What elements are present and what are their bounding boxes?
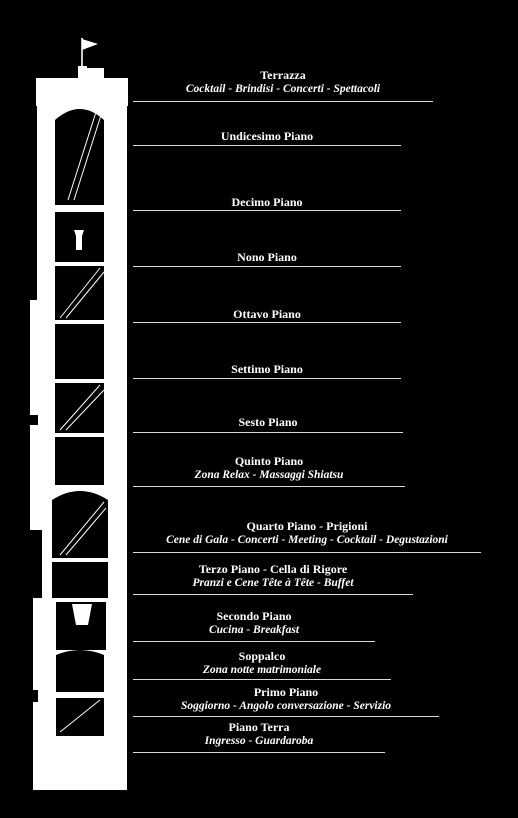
floor-name: Primo Piano xyxy=(253,685,319,699)
floor-divider xyxy=(133,145,401,146)
floor-label-8[interactable] xyxy=(133,519,481,547)
floor-divider xyxy=(133,101,433,102)
floor-divider xyxy=(133,378,401,379)
floor-activities: Zona notte matrimoniale xyxy=(202,664,322,676)
tower-section-drawing xyxy=(0,0,140,818)
floor-label-6[interactable] xyxy=(133,415,403,429)
floor-label-1[interactable] xyxy=(133,129,401,143)
floor-name: Undicesimo Piano xyxy=(220,129,314,143)
floor-divider xyxy=(133,716,439,717)
floor-activities: Ingresso - Guardaroba xyxy=(204,735,314,747)
floor-divider xyxy=(133,210,401,211)
floor-divider xyxy=(133,552,481,553)
floor-label-11[interactable] xyxy=(133,649,391,677)
floor-divider xyxy=(133,752,385,753)
floor-divider xyxy=(133,266,401,267)
floor-name: Settimo Piano xyxy=(231,362,303,376)
floor-divider xyxy=(133,432,403,433)
floor-name: Soppalco xyxy=(238,649,286,663)
floor-label-10[interactable] xyxy=(133,609,375,637)
flag-icon xyxy=(82,38,98,70)
floor-name: Terrazza xyxy=(260,68,306,82)
floor-label-9[interactable] xyxy=(133,562,413,590)
floor-divider xyxy=(133,594,413,595)
floor-name: Secondo Piano xyxy=(216,609,292,623)
floor-name: Ottavo Piano xyxy=(233,307,301,321)
floor-name: Nono Piano xyxy=(237,250,297,264)
floor-label-2[interactable] xyxy=(133,195,401,209)
floor-label-3[interactable] xyxy=(133,250,401,264)
floor-label-7[interactable] xyxy=(133,454,405,482)
floor-name: Piano Terra xyxy=(228,720,290,734)
floor-name: Quarto Piano - Prigioni xyxy=(246,519,368,533)
floor-divider xyxy=(133,641,375,642)
floor-divider xyxy=(133,322,401,323)
floor-activities: Cocktail - Brindisi - Concerti - Spettacoli xyxy=(185,83,381,95)
floor-name: Sesto Piano xyxy=(238,415,298,429)
floor-label-4[interactable] xyxy=(133,307,401,321)
floor-activities: Pranzi e Cene Tête à Tête - Buffet xyxy=(192,577,354,589)
floor-name: Terzo Piano - Cella di Rigore xyxy=(198,562,348,576)
floor-activities: Soggiorno - Angolo conversazione - Servizio xyxy=(180,700,392,712)
floor-activities: Cene di Gala - Concerti - Meeting - Cocktail - Degustazioni xyxy=(166,534,448,546)
floor-divider xyxy=(133,679,391,680)
floor-divider xyxy=(133,486,405,487)
floor-name: Decimo Piano xyxy=(231,195,303,209)
floor-label-0[interactable] xyxy=(133,68,433,96)
floor-label-12[interactable] xyxy=(133,685,439,713)
floor-activities: Cucina - Breakfast xyxy=(208,624,300,636)
floor-label-5[interactable] xyxy=(133,362,401,376)
floor-activities: Zona Relax - Massaggi Shiatsu xyxy=(194,469,344,481)
floor-name: Quinto Piano xyxy=(234,454,304,468)
floor-label-13[interactable] xyxy=(133,720,385,748)
